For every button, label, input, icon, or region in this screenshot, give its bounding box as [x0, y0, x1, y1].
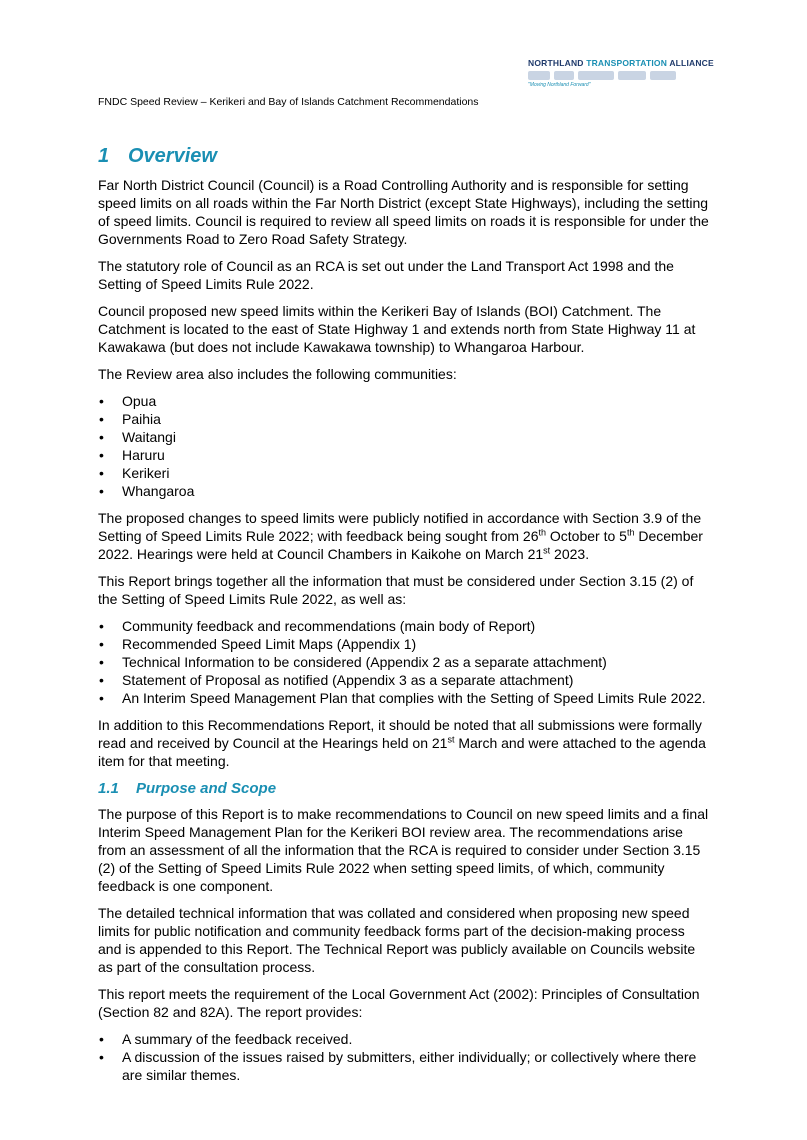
list-item: • Kerikeri — [98, 464, 710, 482]
partner-logos — [528, 71, 708, 80]
text-run: October to 5 — [546, 528, 627, 544]
paragraph: The statutory role of Council as an RCA is set out under the Land Transport Act 1998 and the Setting of Speed Limits Rule 2022. — [98, 258, 674, 292]
paragraph: The purpose of this Report is to make recommendations to Council on new speed limits and a final Interim Speed Management Plan for the Kerikeri BOI review area. The recommendations arise from an assessment of all the information that the RCA is required to consider under Section 3.15 (2) of the Setting of Speed Limits Rule 2022 when setting speed limits, of which, community feedback is one component. — [98, 806, 709, 894]
text-run: December 2022. Hearings were held at Council Chambers in Kaikohe on March 21 — [98, 528, 703, 562]
kaipara-logo-icon — [554, 71, 574, 80]
paragraph: Council proposed new speed limits within the Kerikeri Bay of Islands (BOI) Catchment. The Catchment is located to the east of State Highway 1 and extends north from State Highway 11 at Kawakawa (but does not include Kawakawa township) to Whangaroa Harbour. — [98, 303, 696, 355]
nzta-logo-icon — [650, 71, 676, 80]
list-item: • Statement of Proposal as notified (Appendix 3 as a separate attachment) — [98, 671, 710, 689]
list-item: • An Interim Speed Management Plan that complies with the Setting of Speed Limits Rule 2022. — [98, 689, 710, 707]
paragraph: This Report brings together all the information that must be considered under Section 3.15 (2) of the Setting of Speed Limits Rule 2022, as well as: — [98, 573, 694, 607]
text-run: March and were attached to the agenda item for that meeting. — [98, 735, 706, 769]
communities-list — [98, 392, 710, 500]
document-body — [98, 142, 710, 1093]
northland-transportation-alliance-logo — [528, 58, 714, 92]
northland-logo-icon — [618, 71, 646, 80]
whangarei-logo-icon — [578, 71, 614, 80]
list-item: • Haruru — [98, 446, 710, 464]
list-item: • Community feedback and recommendations (main body of Report) — [98, 617, 710, 635]
list-item: • Technical Information to be considered (Appendix 2 as a separate attachment) — [98, 653, 710, 671]
council-logo-icon — [528, 71, 550, 80]
paragraph — [98, 509, 710, 563]
list-item: • Paihia — [98, 410, 710, 428]
report-provides-list — [98, 1030, 710, 1084]
section-heading-overview — [98, 142, 710, 170]
paragraph: The detailed technical information that was collated and considered when proposing new speed limits for public notification and community feedback forms part of the decision-making process and is appended to this Report. The Technical Report was publicly available on Councils website as part of the consultation process. — [98, 905, 696, 975]
section-number: 1 — [98, 145, 110, 167]
superscript: th — [626, 527, 635, 538]
list-item: • A discussion of the issues raised by submitters, either individually; or collectively where there are similar themes. — [98, 1048, 710, 1084]
section-title: Purpose and Scope — [136, 780, 277, 797]
list-item: • Waitangi — [98, 428, 710, 446]
list-item: • Opua — [98, 392, 710, 410]
text-run: In addition to this Recommendations Report, it should be noted that all submissions were formally read and received by Council at the Hearings held on 21 — [98, 717, 702, 751]
logo-title-part3: ALLIANCE — [667, 58, 714, 68]
list-item: • Whangaroa — [98, 482, 710, 500]
paragraph — [98, 716, 710, 770]
section-title: Overview — [128, 145, 217, 167]
text-run: The proposed changes to speed limits were publicly notified in accordance with Section 3.9 of the Setting of Speed Limits Rule 2022; with feedback being sought from 26 — [98, 510, 702, 544]
list-item: • A summary of the feedback received. — [98, 1030, 710, 1048]
superscript: st — [447, 734, 455, 745]
logo-title-part1: NORTHLAND — [528, 58, 587, 68]
section-number: 1.1 — [98, 780, 119, 797]
page-header: FNDC Speed Review – Kerikeri and Bay of Islands Catchment Recommendations — [98, 96, 479, 108]
list-item: • Recommended Speed Limit Maps (Appendix 1) — [98, 635, 710, 653]
logo-tagline: "Moving Northland Forward" — [528, 82, 591, 88]
text-run: 2023. — [550, 546, 590, 562]
logo-title-part2: TRANSPORTATION — [586, 58, 668, 68]
superscript: st — [543, 545, 551, 556]
paragraph: Far North District Council (Council) is a Road Controlling Authority and is responsible for setting speed limits on all roads within the Far North District (except State Highways), including the setting of speed limits. Council is required to review all speed limits on roads it is responsible for under the Governments Road to Zero Road Safety Strategy. — [98, 177, 709, 247]
report-contents-list — [98, 617, 710, 707]
superscript: th — [538, 527, 547, 538]
paragraph: The Review area also includes the following communities: — [98, 366, 457, 382]
section-heading-purpose-scope — [98, 779, 710, 799]
logo-title — [528, 58, 714, 68]
paragraph: This report meets the requirement of the Local Government Act (2002): Principles of Consultation (Section 82 and 82A). The report provides: — [98, 986, 700, 1020]
